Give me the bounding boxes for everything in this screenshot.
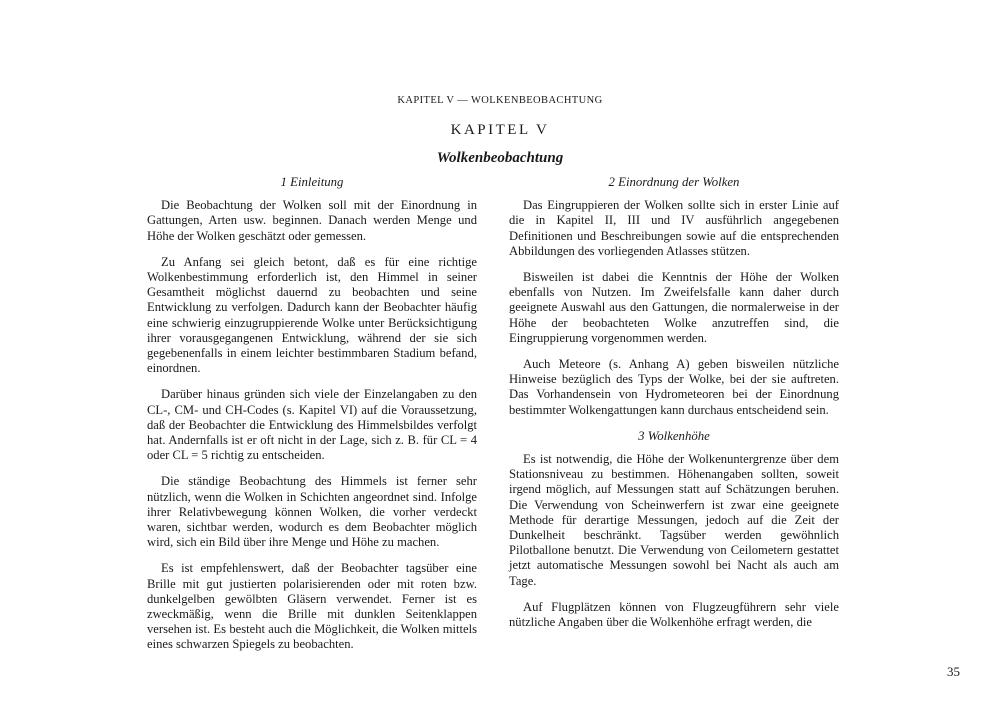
section-heading-einordnung: 2 Einordnung der Wolken <box>608 175 740 189</box>
paragraph: Bisweilen ist dabei die Kenntnis der Höhe der Wolken ebenfalls von Nutzen. Im Zweifelsfalle kann daher durch geeignete Auswahl aus den Gattungen, die normalerweise in der Höhe der beobachteten Wolke anzutreffen sind, die Eingruppierung vorgenommen werden. <box>509 270 839 345</box>
paragraph: Die ständige Beobachtung des Himmels ist ferner sehr nützlich, wenn die Wolken in Schichten angeordnet sind. Infolge ihrer Relativbewegung können Wolken, die vorher verdeckt waren, sichtbar werden, wodurch es dem Beobachter möglich wird, sich ein Bild über ihre Menge und Höhe zu machen. <box>147 474 477 550</box>
paragraph: Das Eingruppieren der Wolken sollte sich in erster Linie auf die in Kapitel II, III und IV ausführlich angegebenen Definitionen und Beschreibungen sowie auf die entsprechenden Abbildungen des vorliegenden Atlasses stützen. <box>509 198 839 258</box>
paragraph: Es ist empfehlenswert, daß der Beobachter tagsüber eine Brille mit gut justierten polarisierenden oder mit roten bzw. dunkelgelben gewölbten Gläsern verwendet. Ferner ist es zweckmäßig, wenn die Brille mit dunklen Seitenklappen versehen ist. Es besteht auch die Möglichkeit, die Wolken mittels eines schwarzen Spiegels zu beobachten. <box>147 561 477 652</box>
paragraph: Es ist notwendig, die Höhe der Wolkenuntergrenze über dem Stationsniveau zu bestimmen. Höhenangaben sollten, soweit irgend möglich, auf Messungen statt auf Schätzungen beruhen. Die Verwendung von Scheinwerfern ist zwar eine geeignete Methode für derartige Messungen, jedoch auf die Zeit der Dunkelheit beschränkt. Tagsüber werden gewöhnlich Pilotballone benutzt. Die Verwendung von Ceilometern gestattet jetzt automatische Messungen sowohl bei Nacht als auch am Tage. <box>509 452 839 588</box>
section-heading-einleitung: 1 Einleitung <box>280 175 344 189</box>
paragraph: Darüber hinaus gründen sich viele der Einzelangaben zu den CL-, CM- und CH-Codes (s. Kapitel VI) auf die Voraussetzung, daß der Beobachter die Entwicklung des Himmelsbildes verfolgt hat. Andernfalls ist er oft nicht in der Lage, sich z. B. für CL = 4 oder CL = 5 richtig zu entscheiden. <box>147 387 477 463</box>
left-column <box>147 175 477 664</box>
chapter-label: KAPITEL V <box>450 122 550 138</box>
page-number: 35 <box>947 664 960 679</box>
paragraph: Zu Anfang sei gleich betont, daß es für eine richtige Wolkenbestimmung erforderlich ist, den Himmel in seiner Gesamtheit möglichst dauernd zu beobachten und seine Entwicklung zu verfolgen. Dadurch kann der Beobachter häufig eine schwierig einzugruppierende Wolke unter Berücksichtigung ihrer vorausgegangenen Entwicklung, während der sie sich gegebenenfalls in einem leichter bestimmbaren Stadium befand, einordnen. <box>147 254 477 376</box>
right-column <box>509 175 839 641</box>
running-head: KAPITEL V — WOLKENBEOBACHTUNG <box>397 95 603 106</box>
paragraph: Auch Meteore (s. Anhang A) geben bisweilen nützliche Hinweise bezüglich des Typs der Wolke, bei der sie auftreten. Das Vorhandensein von Hydrometeoren bei der Einordnung bestimmter Wolkengattungen kann durchaus entscheidend sein. <box>509 357 839 417</box>
paragraph: Die Beobachtung der Wolken soll mit der Einordnung in Gattungen, Arten usw. beginnen. Danach werden Menge und Höhe der Wolken geschätzt oder gemessen. <box>147 198 477 243</box>
paragraph: Auf Flugplätzen können von Flugzeugführern sehr viele nützliche Angaben über die Wolkenhöhe erfragt werden, die <box>509 599 839 630</box>
section-heading-wolkenhoehe: 3 Wolkenhöhe <box>638 428 710 443</box>
chapter-title: Wolkenbeobachtung <box>436 150 564 166</box>
